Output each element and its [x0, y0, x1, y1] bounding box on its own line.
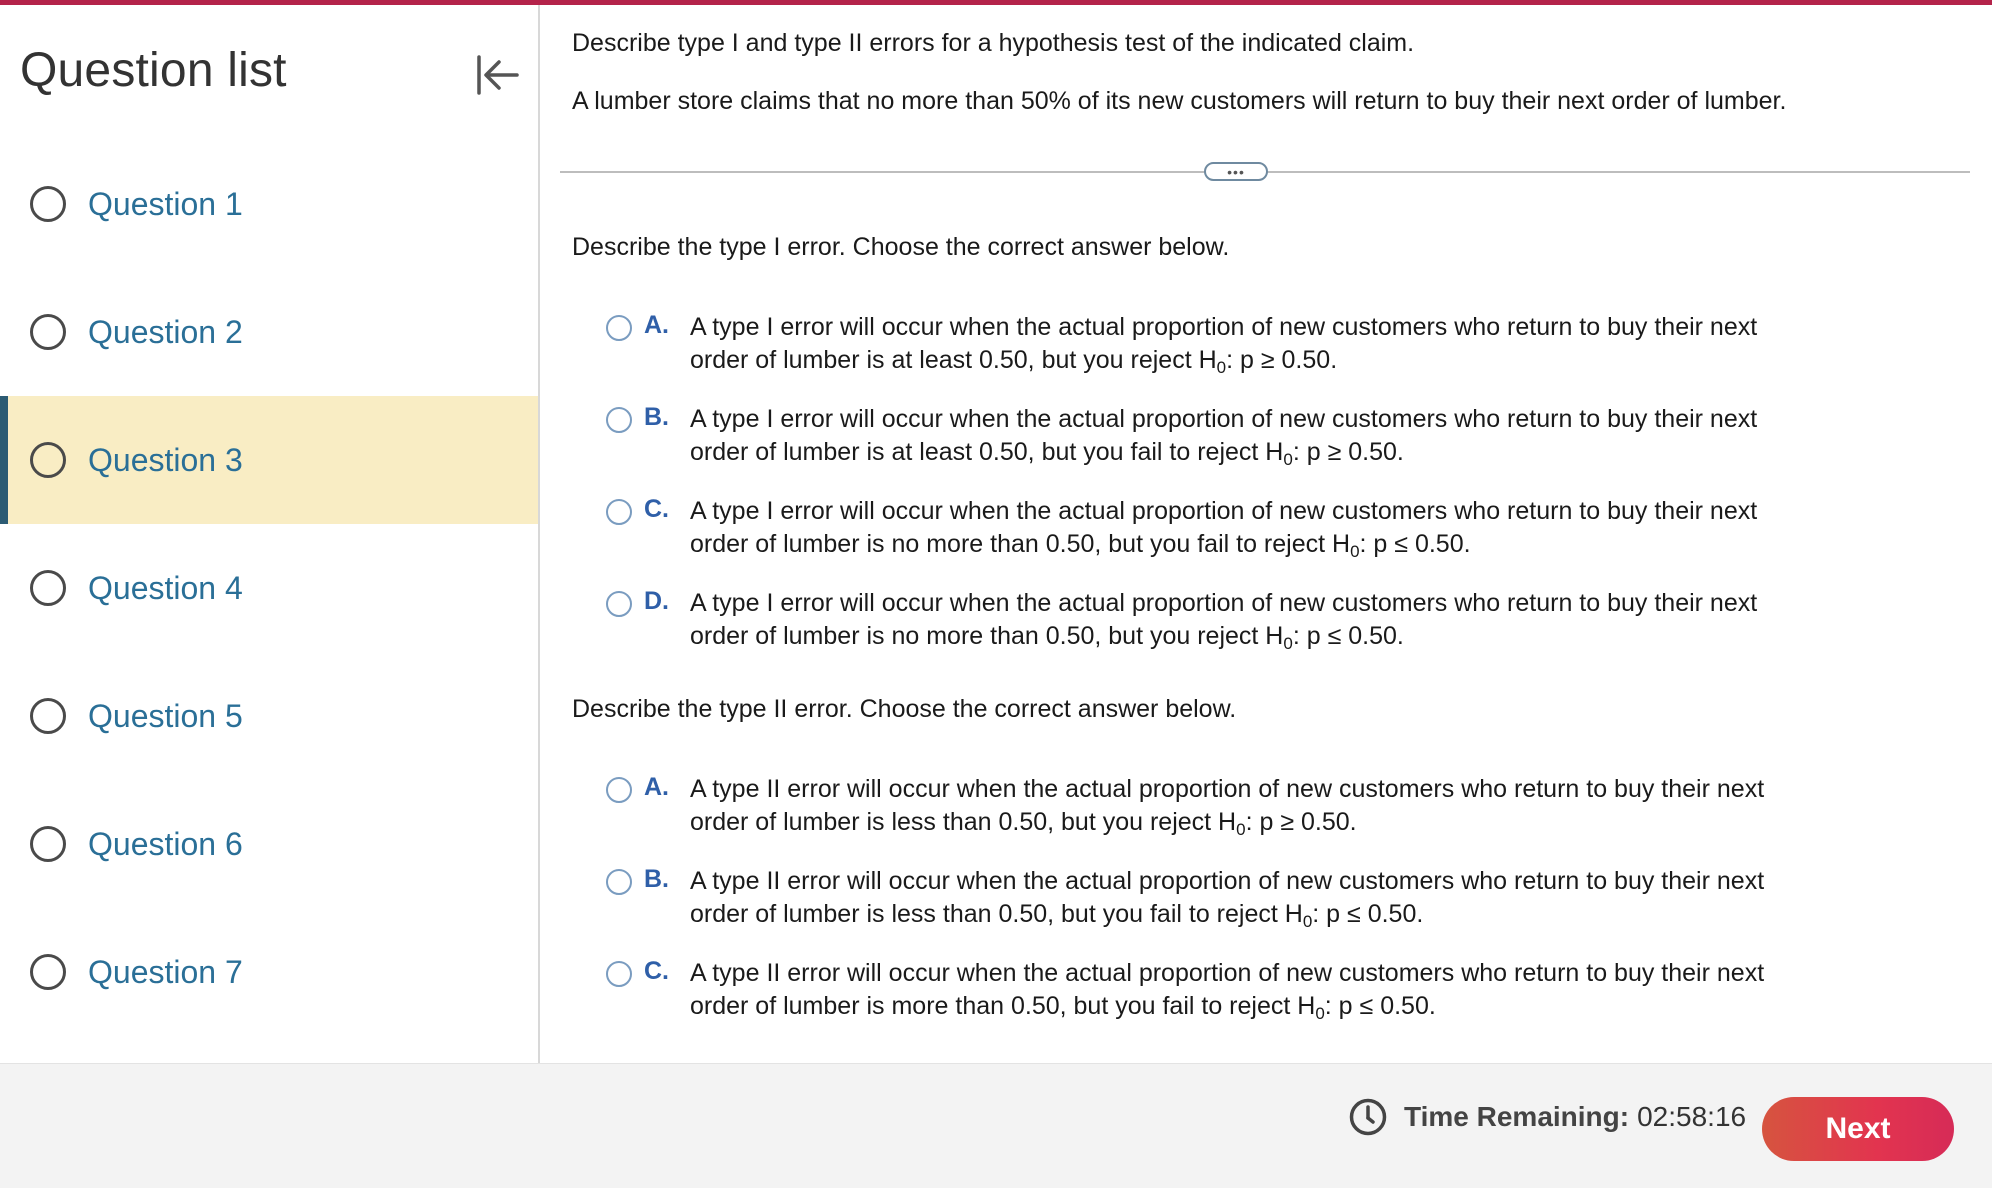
type2-option-b[interactable] — [572, 865, 1952, 935]
sidebar-item-question-5[interactable] — [0, 652, 538, 780]
option-line-2: order of lumber is at least 0.50, but you fail to reject $H_0$: p ≥ 0.50. — [690, 438, 1404, 469]
sidebar-title: Question list — [20, 44, 287, 97]
radio-button[interactable] — [606, 869, 632, 895]
option-line-2: order of lumber is less than 0.50, but you fail to reject $H_0$: p ≤ 0.50. — [690, 900, 1424, 931]
type1-option-a[interactable] — [572, 311, 1952, 381]
option-line-2: order of lumber is at least 0.50, but you reject $H_0$: p ≥ 0.50. — [690, 346, 1338, 377]
sidebar-item-label: Question 7 — [88, 953, 243, 990]
option-line-2: order of lumber is more than 0.50, but you fail to reject $H_0$: p ≤ 0.50. — [690, 992, 1436, 1023]
type2-option-a[interactable] — [572, 773, 1952, 843]
type1-option-b[interactable] — [572, 403, 1952, 473]
radio-button[interactable] — [606, 315, 632, 341]
sidebar-item-question-4[interactable] — [0, 524, 538, 652]
question-list — [0, 140, 538, 1036]
option-line-1: A type I error will occur when the actual proportion of new customers who return to buy their next — [690, 589, 1758, 617]
radio-button[interactable] — [606, 499, 632, 525]
sidebar-item-question-6[interactable] — [0, 780, 538, 908]
option-text — [690, 957, 1890, 1023]
footer-bar — [0, 1063, 1992, 1188]
sidebar-item-label: Question 5 — [88, 697, 243, 734]
type1-option-d[interactable] — [572, 587, 1952, 657]
option-line-1: A type I error will occur when the actual proportion of new customers who return to buy their next — [690, 313, 1758, 341]
sidebar-item-question-1[interactable] — [0, 140, 538, 268]
time-remaining — [1348, 1095, 1746, 1139]
timer-value: 02:58:16 — [1637, 1101, 1747, 1132]
sidebar-item-question-7[interactable] — [0, 908, 538, 1036]
option-line-1: A type II error will occur when the actual proportion of new customers who return to buy their next — [690, 959, 1765, 987]
option-letter: C. — [644, 957, 669, 985]
sidebar-item-label: Question 2 — [88, 313, 243, 350]
option-letter: C. — [644, 495, 669, 523]
sidebar-item-label: Question 4 — [88, 569, 243, 606]
question-status-circle-icon — [30, 698, 66, 734]
more-dots-icon: ••• — [1227, 163, 1245, 180]
expand-more-button[interactable] — [1204, 162, 1268, 181]
option-line-1: A type I error will occur when the actual proportion of new customers who return to buy their next — [690, 497, 1758, 525]
question-claim: A lumber store claims that no more than 50% of its new customers will return to buy their next order of lumber. — [572, 87, 1787, 115]
sidebar-item-label: Question 3 — [88, 441, 243, 478]
sidebar-header — [20, 43, 520, 113]
option-line-2: order of lumber is no more than 0.50, but you reject $H_0$: p ≤ 0.50. — [690, 622, 1404, 653]
next-button[interactable]: Next — [1762, 1097, 1954, 1161]
option-line-2: order of lumber is no more than 0.50, but you fail to reject $H_0$: p ≤ 0.50. — [690, 530, 1471, 561]
option-text — [690, 587, 1890, 653]
sidebar-item-question-3[interactable] — [0, 396, 538, 524]
option-text — [690, 311, 1890, 377]
option-letter: D. — [644, 587, 669, 615]
option-text — [690, 773, 1890, 839]
radio-button[interactable] — [606, 407, 632, 433]
radio-button[interactable] — [606, 591, 632, 617]
question-status-circle-icon — [30, 954, 66, 990]
clock-icon — [1348, 1097, 1388, 1137]
sidebar-item-label: Question 6 — [88, 825, 243, 862]
option-letter: A. — [644, 311, 669, 339]
collapse-sidebar-button[interactable] — [464, 45, 530, 105]
radio-button[interactable] — [606, 961, 632, 987]
type1-option-c[interactable] — [572, 495, 1952, 565]
question-status-circle-icon — [30, 442, 66, 478]
question-status-circle-icon — [30, 826, 66, 862]
option-line-2: order of lumber is less than 0.50, but you reject $H_0$: p ≥ 0.50. — [690, 808, 1357, 839]
type1-section-title: Describe the type I error. Choose the correct answer below. — [572, 233, 1230, 261]
question-status-circle-icon — [30, 314, 66, 350]
type2-option-c[interactable] — [572, 957, 1952, 1027]
sidebar-item-label: Question 1 — [88, 185, 243, 222]
question-list-sidebar — [0, 5, 540, 1063]
option-text — [690, 495, 1890, 561]
option-letter: A. — [644, 773, 669, 801]
question-panel — [542, 5, 1972, 1063]
option-letter: B. — [644, 865, 669, 893]
question-status-circle-icon — [30, 186, 66, 222]
collapse-left-icon — [473, 51, 521, 99]
option-letter: B. — [644, 403, 669, 431]
sidebar-item-question-2[interactable] — [0, 268, 538, 396]
type2-section-title: Describe the type II error. Choose the correct answer below. — [572, 695, 1237, 723]
question-status-circle-icon — [30, 570, 66, 606]
question-instruction: Describe type I and type II errors for a hypothesis test of the indicated claim. — [572, 29, 1415, 57]
option-line-1: A type II error will occur when the actual proportion of new customers who return to buy their next — [690, 867, 1765, 895]
timer-label: Time Remaining: — [1404, 1101, 1630, 1132]
radio-button[interactable] — [606, 777, 632, 803]
option-line-1: A type II error will occur when the actual proportion of new customers who return to buy their next — [690, 775, 1765, 803]
option-text — [690, 865, 1890, 931]
option-text — [690, 403, 1890, 469]
option-line-1: A type I error will occur when the actual proportion of new customers who return to buy their next — [690, 405, 1758, 433]
